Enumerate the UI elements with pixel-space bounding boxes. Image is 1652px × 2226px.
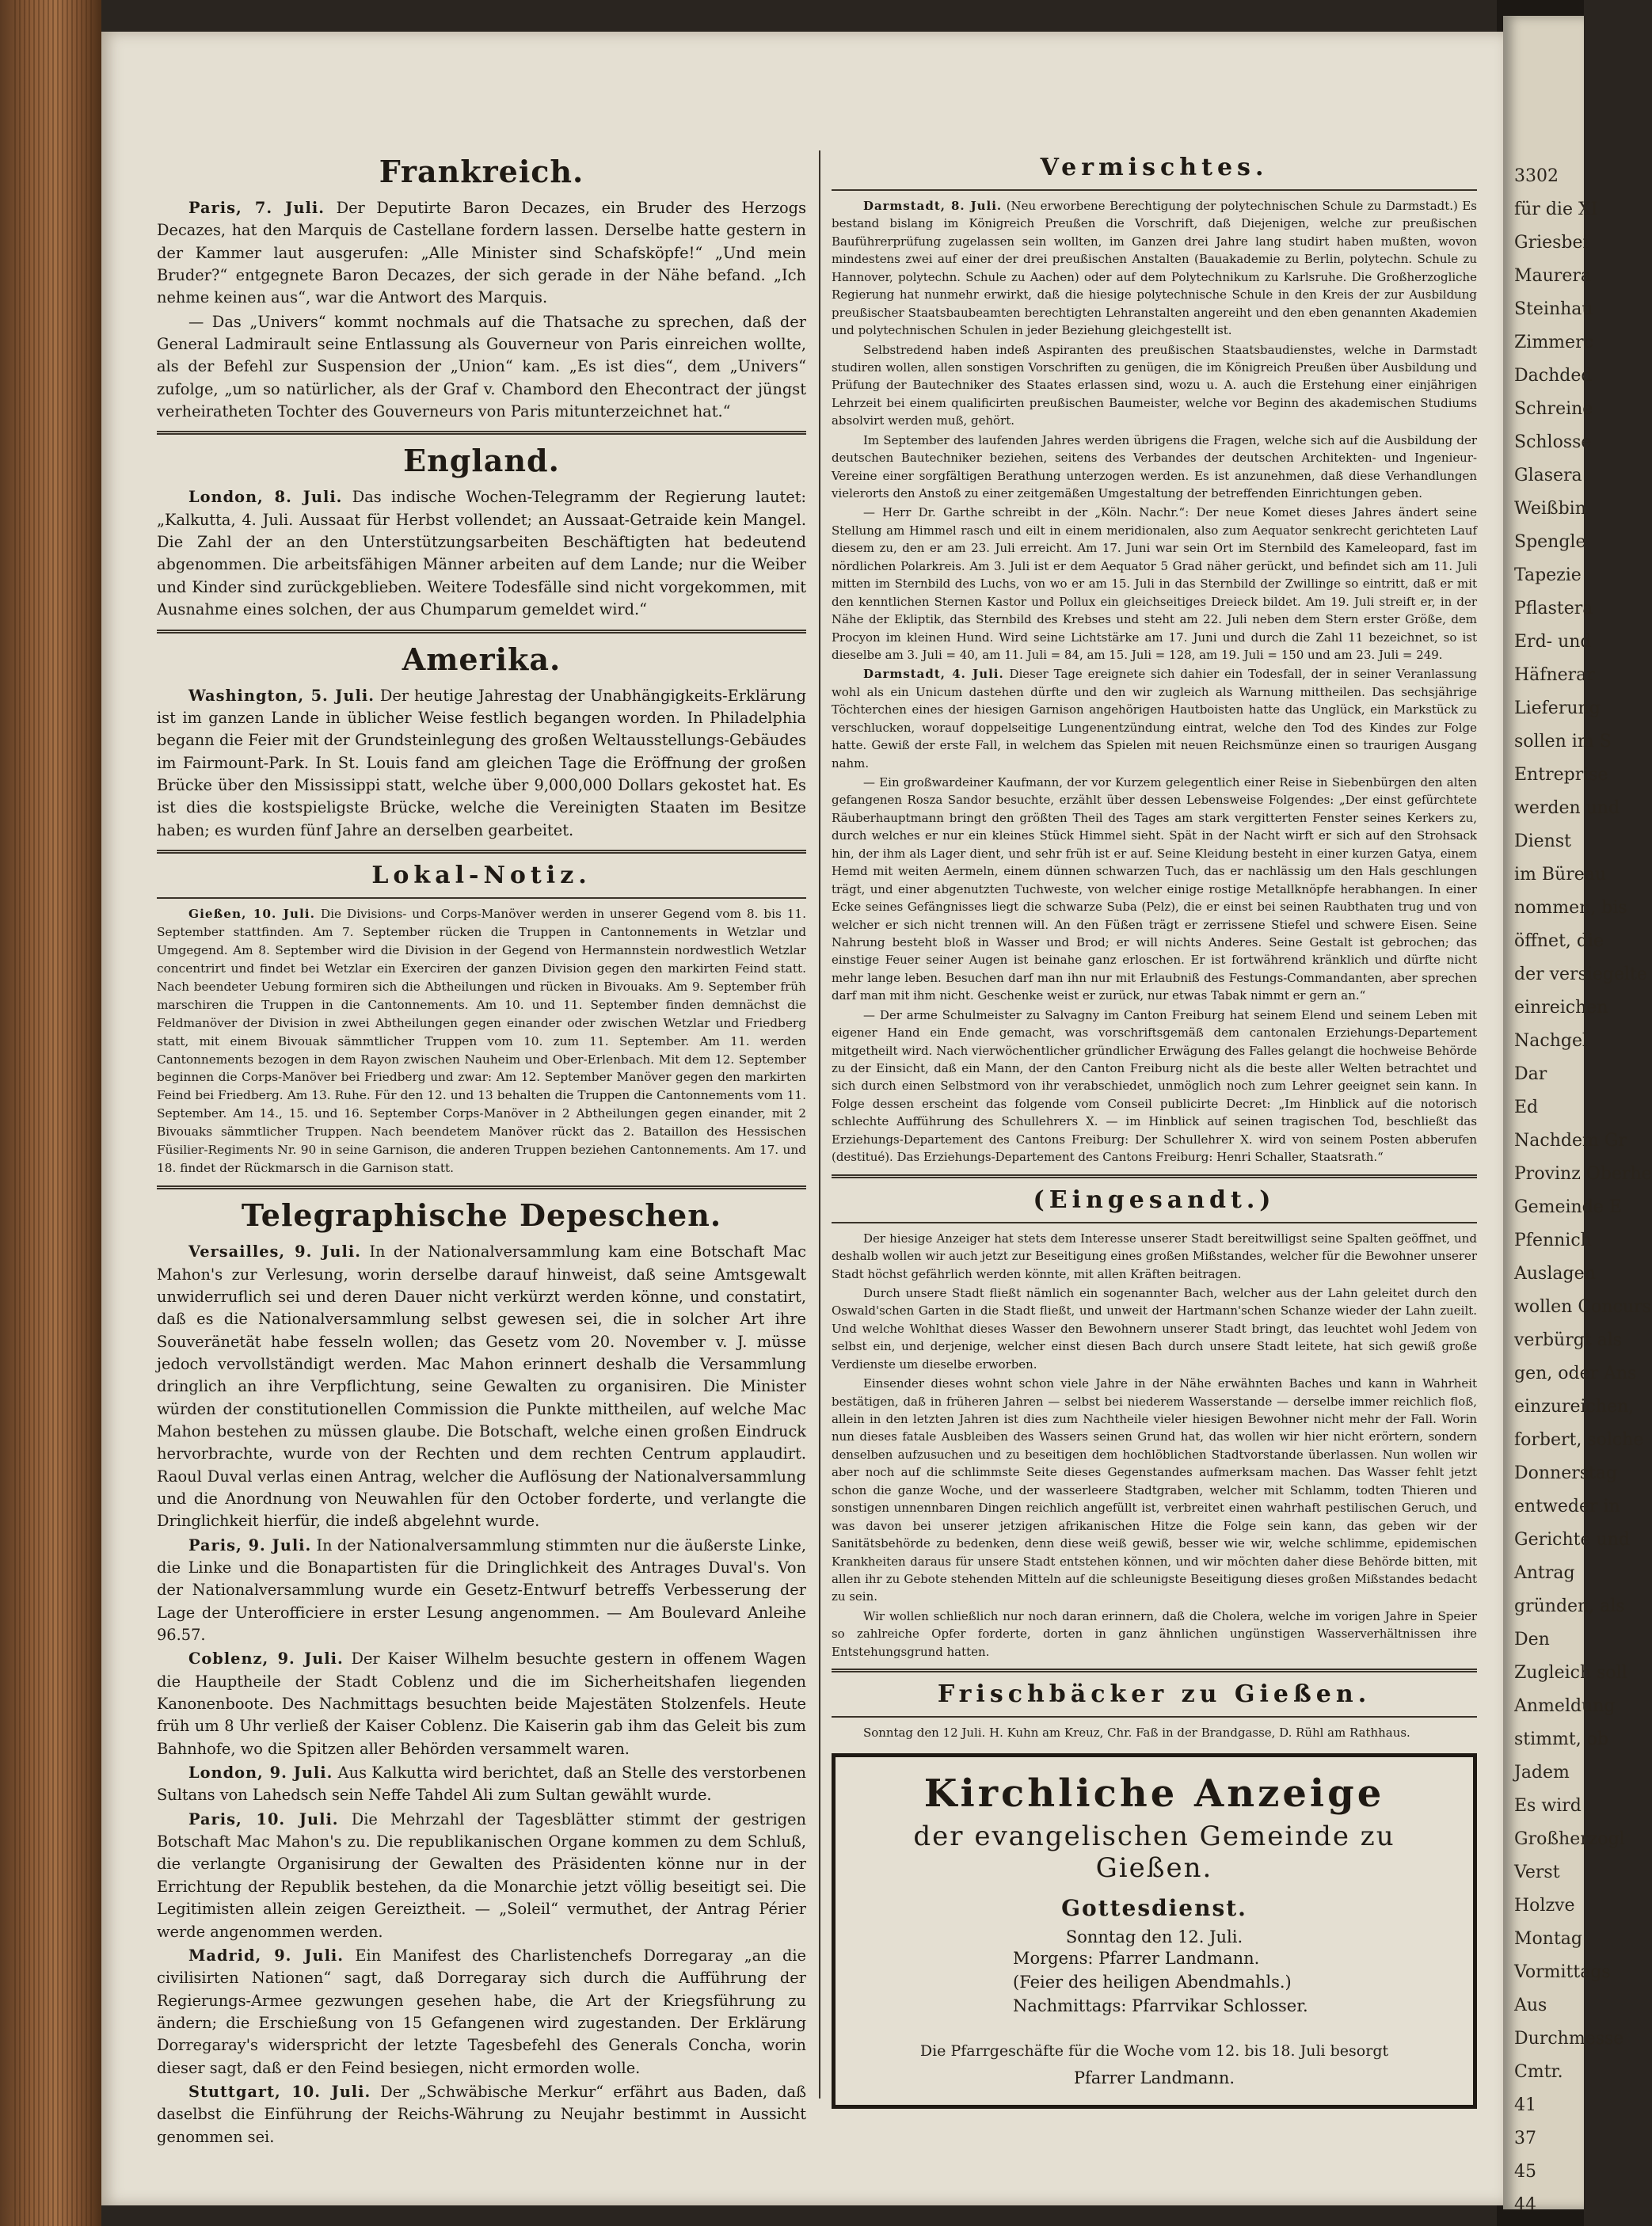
next-page-text: Maurera [1514, 266, 1591, 286]
notice-date: Sonntag den 12. Juli. [1065, 1927, 1243, 1946]
article-paragraph [832, 1284, 1477, 1373]
paragraph-text: Der „Schwäbische Merkur“ erfährt aus Baden, daß daselbst die Einführung der Reichs-Währung zu Neujahr bestimmt in Aussicht genommen sei. [157, 2082, 807, 2146]
next-page-text: Durchmesse [1514, 2029, 1624, 2049]
next-page-text: Ed [1514, 1098, 1539, 1117]
dateline: Paris, 7. Juli. [188, 199, 325, 217]
next-page-text: Provinz Oberhe [1514, 1164, 1652, 1184]
dateline: Versailles, 9. Juli. [188, 1242, 361, 1261]
next-page-text: Auslagen [1514, 1264, 1596, 1284]
next-page-text: Jadem [1514, 1763, 1570, 1783]
next-page-text: Es wird [1514, 1796, 1582, 1816]
article-paragraph [157, 311, 806, 424]
notice-afternoon: Nachmittags: Pfarrvikar Schlosser. [1013, 1996, 1308, 2015]
next-page-text: der versiegelte [1514, 965, 1647, 984]
next-page-text: stimmt, ob [1514, 1729, 1609, 1749]
paragraph-text: In der Nationalversammlung kam eine Botschaft Mac Mahon's zur Verlesung, worin derselbe darauf hinweist, daß seine Amtsgewalt unwiderruflich sei und deren Dauer nicht verkürzt werden könne, und constatirt, daß es die Nationalversammlung selbst gewesen sei, die in solcher Art ihre Souveränetät habe fesseln wollen; das Gesetz vom 20. November v. J. müsse jedoch vervollständigt werden. Mac Mahon erinnert deshalb die Versammlung dringlich an ihre Verpflichtung, seine Gewalten zu organisiren. Die Minister würden der constitutionellen Commission die Punkte mittheilen, auf welche Mac Mahon bestehen zu müssen glaube. Die Botschaft, welche einen großen Eindruck hervorbrachte, wurde von der Rechten und dem rechten Centrum applaudirt. Raoul Duval verlas einen Antrag, welcher die Auflösung der Nationalversammlung und die Anordnung von Neuwahlen für den October forderte, und verlangte die Dringlichkeit hierfür, die indeß abgelehnt wurde. [157, 1242, 806, 1531]
next-page-text: Gerichte und [1514, 1530, 1630, 1550]
next-page-text: einzureichen, [1514, 1397, 1635, 1417]
next-page-text: 41 [1514, 2095, 1536, 2115]
next-page-text: nommen, bis [1514, 898, 1627, 918]
article-paragraph [157, 1762, 806, 1807]
article-paragraph [832, 665, 1477, 772]
article-paragraph [832, 197, 1477, 340]
next-page-text: Glasera [1514, 466, 1582, 485]
notice-footer-line: Die Pfarrgeschäfte für die Woche vom 12. bis 18. Juli besorgt [919, 2041, 1389, 2060]
next-page-text: Cmtr. [1514, 2062, 1563, 2082]
next-page-text: Häfnerar [1514, 665, 1595, 685]
dateline: Gießen, 10. Juli. [188, 906, 315, 921]
article-paragraph [157, 2081, 806, 2148]
next-page-text: Donnerstag [1514, 1463, 1618, 1483]
paragraph-text: Wir wollen schließlich nur noch daran erinnern, daß die Cholera, welche im vorigen Jahre in Speier so zahlreiche Opfer forderte, dorten in ganz ähnlichen ungünstigen Wasserverhältnissen ihre Entstehungsgrund hatten. [832, 1608, 1477, 1659]
article-paragraph [157, 685, 806, 842]
dateline: Washington, 5. Juli. [188, 686, 375, 705]
paragraph-text: — Herr Dr. Garthe schreibt in der „Köln. Nachr.“: Der neue Komet dieses Jahres ändert seine Stellung am Himmel rasch und eilt in einem meridionalen, also zum Aequator senkrecht gerichteten Lauf diesem zu, den er am 23. Juli erreicht. Am 17. Juni war sein Ort im Sternbild des Kameleopard, fast im nördlichen Polarkreis. Am 3. Juli ist er dem Aequator 5 Grad näher gerückt, und befindet sich am 11. Juli mitten im Sternbild des Luchs, von wo er am 15. Juli in das Sternbild der Zwillinge so eintritt, daß er mit den kenntlichen Sternen Kastor und Pollux ein gleichseitiges Dreieck bildet. Am 19. Juli streift er, in der Nähe der Ekliptik, das Sternbild des Krebses und steht am 22. Juli neben dem Stern erster Größe, dem Procyon im kleinen Hund. Wird seine Lichtstärke am 17. Juni und durch die Zahl 11 bezeichnet, so ist dieselbe am 3. Juli = 40, am 11. Juli = 84, am 15. Juli = 128, am 19. Juli = 150 und am 23. Juli = 249. [832, 505, 1477, 662]
notice-communion: (Feier des heiligen Abendmahls.) [1013, 1972, 1292, 1992]
article-paragraph [832, 1724, 1477, 1741]
section-heading: Amerika. [402, 641, 561, 677]
heading-rule [832, 189, 1477, 191]
dateline: Darmstadt, 8. Juli. [863, 199, 1003, 213]
section-heading: Telegraphische Depeschen. [241, 1197, 722, 1234]
next-page-text: Montag [1514, 1929, 1582, 1949]
article-paragraph [832, 1608, 1477, 1661]
notice-subtitle: der evangelischen Gemeinde zu Gießen. [913, 1820, 1395, 1884]
paragraph-text: Sonntag den 12 Juli. H. Kuhn am Kreuz, Chr. Faß in der Brandgasse, D. Rühl am Rathhaus. [863, 1726, 1410, 1741]
article-paragraph [157, 486, 806, 621]
section-divider [157, 431, 806, 435]
paragraph-text: In der Nationalversammlung stimmten nur die äußerste Linke, die Linke und die Bonapartisten für die Dringlichkeit des Antrages Duval's. Von der Nationalversammlung wurde ein Gesetz-Entwurf betreffs Verbesserung der Lage der Unterofficiere in erster Lesung angenommen. — Am Boulevard Anleihe 96.57. [157, 1535, 806, 1645]
next-page-text: für die XI [1514, 200, 1598, 219]
heading-rule [157, 897, 806, 899]
next-page-text: Gemeinde E [1514, 1197, 1622, 1217]
paragraph-text: Dieser Tage ereignete sich dahier ein Todesfall, der in seiner Veranlassung wohl als ein Unicum dastehen dürfte und den wir zugleich als Warnung mittheilen. Das sechsjährige Töchterchen eines der hiesigen Garnison angehörigen Hautboisten hatte das Unglück, ein Markstück zu verschlucken, worauf doppelseitige Lungenentzündung eintrat, welche den Tod des Kindes zur Folge hatte. Gewiß der erste Fall, in welchem das Spielen mit neuen Reichsmünze einen so traurigen Ausgang nahm. [832, 667, 1477, 771]
next-page-text: Schreine [1514, 399, 1593, 419]
section-heading: (Eingesandt.) [1033, 1185, 1276, 1214]
dateline: London, 8. Juli. [188, 488, 343, 507]
column-divider [819, 150, 820, 2099]
next-page-text: verbürgt als [1514, 1330, 1623, 1350]
article-paragraph [832, 504, 1477, 664]
paragraph-text: Ein Manifest des Charlistenchefs Dorregaray „an die civilisirten Nationen“ sagt, daß Dorregaray sich durch die Aufführung der Regierungs-Armee gezwungen gesehen habe, die Art der Kriegsführung zu ändern; die Erschießung von 15 Gefangenen wird zugestanden. Der Erklärung Dorregaray's widerspricht der letzte Tagesbefehl des Generals Concha, worin dieser sagt, daß er den Feind besiegen, nicht ermorden wolle. [157, 1946, 806, 2077]
section-divider [157, 850, 806, 854]
next-page-text: Den [1514, 1630, 1550, 1650]
article-paragraph [832, 1230, 1477, 1283]
paragraph-text: Im September des laufenden Jahres werden übrigens die Fragen, welche sich auf die Ausbildung der deutschen Bautechniker beziehen, seitens des Verbandes der deutschen Architekten- und Ingenieur-Vereine einer sorgfältigen Berathung unterzogen werden. Es ist anzunehmen, daß diese Verhandlungen vielerorts den Anstoß zu einer zeitgemäßen Umgestaltung der betreffenden Einrichtungen geben. [832, 432, 1477, 500]
church-notice-box [832, 1753, 1477, 2109]
notice-morning: Morgens: Pfarrer Landmann. [1013, 1948, 1260, 1968]
next-page-text: Tapezie [1514, 565, 1582, 585]
next-page-text: Dienst [1514, 831, 1571, 851]
page-stack-edges [14, 0, 93, 2226]
next-page-text: Vormittags [1514, 1962, 1611, 1982]
next-page-text: 3302 [1514, 166, 1559, 186]
next-page-text: Anmeldung [1514, 1696, 1616, 1716]
left-column [157, 150, 806, 2150]
dateline: Darmstadt, 4. Juli. [863, 667, 1004, 682]
next-page-text: werden und [1514, 798, 1620, 818]
heading-rule [832, 1716, 1477, 1718]
next-page-text: Zugleich soll [1514, 1663, 1627, 1683]
next-page-text: einreichen [1514, 998, 1608, 1018]
next-page-text: öffnet, die [1514, 931, 1604, 951]
notice-title: Kirchliche Anzeige [923, 1771, 1385, 1816]
next-page-text: entweder in [1514, 1497, 1620, 1516]
next-page-text: Entreprise [1514, 765, 1608, 785]
next-page-text: im Büreau [1514, 865, 1607, 885]
paragraph-text: Selbstredend haben indeß Aspiranten des preußischen Staatsbaudienstes, welche in Darmstadt studiren wollen, allen sonstigen Vorschriften zu genügen, die im Königreich Preußen über Ausbildung und Prüfung der Bautechniker des Staates erlassen sind, wozu u. A. auch die Erstehung einer einjährigen Lehrzeit bei einem qualificirten preußischen Baumeister, welche vor Beginn des akademischen Studiums absolvirt werden muß, gehört. [832, 342, 1477, 428]
next-page-text: Nachgel [1514, 1031, 1588, 1051]
section-heading: Lokal-Notiz. [371, 861, 592, 889]
adjacent-page-fragment [1503, 16, 1652, 2215]
paragraph-text: Der hiesige Anzeiger hat stets dem Interesse unserer Stadt bereitwilligst seine Spalten geöffnet, und deshalb wollen wir auch jetzt zur Beseitigung eines großen Mißstandes, welcher für die Bewohner unserer Stadt höchst gefährlich werden könnte, mit allen Kräften beitragen. [832, 1231, 1477, 1281]
next-page-text: Antrag [1514, 1563, 1575, 1583]
next-page-text: Aus [1514, 1996, 1547, 2015]
next-page-text: Steinhau [1514, 299, 1593, 319]
next-page-text: Nachdem Gr [1514, 1131, 1627, 1151]
article-paragraph [157, 197, 806, 310]
paragraph-text: Durch unsere Stadt fließt nämlich ein sogenannter Bach, welcher aus der Lahn geleitet durch den Oswald'schen Garten in die Stadt fließt, und unweit der Hartmann'schen Schanze wieder der Lahn zueilt. Und welche Wohlthat dieses Wasser den Bewohnern unserer Stadt bringt, das leuchtet wohl Jedem von selbst ein, und derjenige, welcher einst diesen Bach durch unsere Stadt leitete, hat sich gewiß große Verdienste um dieselbe erworben. [832, 1285, 1477, 1372]
next-page-text: forbert, solche [1514, 1430, 1644, 1450]
next-page-text: Dar [1514, 1064, 1547, 1084]
notice-service: Gottesdienst. [1061, 1894, 1247, 1921]
next-page-text: Spengle [1514, 532, 1586, 552]
paragraph-text: Aus Kalkutta wird berichtet, daß an Stelle des verstorbenen Sultans von Lahedsch sein Neffe Tahdel Ali zum Sultan gewählt wurde. [157, 1764, 806, 1805]
article-paragraph [832, 774, 1477, 1005]
notice-footer-name: Pfarrer Landmann. [1073, 2068, 1235, 2087]
next-page-text: 45 [1514, 2162, 1536, 2182]
article-paragraph [832, 432, 1477, 503]
dateline: Paris, 9. Juli. [188, 1535, 312, 1554]
paragraph-text: Das indische Wochen-Telegramm der Regierung lautet: „Kalkutta, 4. Juli. Aussaat für Herbst vollendet; an Aussaat-Getraide kein Mangel. Die Zahl der an den Unterstützungsarbeiten Beschäftigten hat bedeutend abgenommen. Die arbeitsfähigen Männer arbeiten auf dem Lande; nur die Weiber und Kinder sind zurückgeblieben. Weitere Todesfälle sind nicht vorgekommen, mit Ausnahme eines solchen, der aus Chumparum gemeldet wird.“ [157, 488, 806, 619]
dateline: Paris, 10. Juli. [188, 1809, 339, 1828]
section-divider [832, 1174, 1477, 1178]
paragraph-text: Die Mehrzahl der Tagesblätter stimmt der gestrigen Botschaft Mac Mahon's zu. Die republikanischen Organe kommen zu dem Schluß, die verlangte Organisirung der Gewalten des Präsidenten könne nur in der Errichtung der Republik bestehen, da die Monarchie jetzt völlig beseitigt sei. Die Legitimisten allein zeigen Gereiztheit. — „Soleil“ vermuthet, der Antrag Périer werde angenommen werden. [157, 1809, 806, 1941]
paragraph-text: — Der arme Schulmeister zu Salvagny im Canton Freiburg hat seinem Elend und seinem Leben mit eigener Hand ein Ende gemacht, was vorschriftsgemäß dem cantonalen Erziehungs-Departement mitgetheilt wird. Nach vierwöchentlicher gründlicher Erwägung des Falles gelangt die hochweise Behörde zu der Einsicht, daß ein Mann, der den Canton Freiburg nicht als die beste aller Welten betrachtet und sich durch einen Selbstmord von ihr verabschiedet, unmöglich noch zum Lehrer geeignet sein kann. In Folge dessen erscheint das folgende vom Conseil publicirte Decret: „Im Hinblick auf die notorisch schlechte Aufführung des Schullehrers X. — im Hinblick auf seinen tragischen Tod, beschließt das Erziehungs-Departement des Cantons Freiburg: Der Schullehrer X. wird von seinem Posten abberufen (destitué). Das Erziehungs-Departement des Cantons Freiburg: Henri Schaller, Staatsrath.“ [832, 1007, 1477, 1165]
section-divider [832, 1669, 1477, 1672]
next-page-text: Schlosse [1514, 432, 1592, 452]
right-column [832, 150, 1477, 2109]
next-page-text: gen, oder Ans [1514, 1364, 1637, 1383]
next-page-text: Dachded [1514, 366, 1593, 386]
next-page-text: Holzve [1514, 1896, 1575, 1916]
article-paragraph [157, 905, 806, 1178]
article-paragraph [157, 1809, 806, 1943]
next-page-text: Zimmerc [1514, 333, 1593, 352]
paragraph-text: Der Deputirte Baron Decazes, ein Bruder des Herzogs Decazes, hat den Marquis de Castellane fordern lassen. Derselbe hatte gestern in der Kammer laut ausgerufen: „Alle Minister sind Schafsköpfe!“ „Und mein Bruder?“ entgegnete Baron Decazes, der sich gerade in der Nähe befand. „Ich nehme keinen aus“, war die Antwort des Marquis. [157, 199, 806, 307]
article-paragraph [832, 1375, 1477, 1606]
next-page-text: 37 [1514, 2129, 1536, 2148]
paragraph-text: (Neu erworbene Berechtigung der polytechnischen Schule zu Darmstadt.) Es bestand bislang im Königreich Preußen die Vorschrift, daß Diejenigen, welche zur preußischen Bauführerprüfung zugelassen sein wollten, im Ganzen drei Jahre lang studirt haben mußten, wovon mindestens zwei auf einer der drei preußischen Anstalten (Bauakademie zu Berlin, polytechn. Schule zu Hannover, polytechn. Schule zu Aachen) oder auf dem Polytechnikum zu Karlsruhe. Die Großherzogliche Regierung hat nunmehr erwirkt, daß die hiesige polytechnische Schule in den Kreis der zur Ausbildung preußischer Staatsbaubeamten berechtigten Lehranstalten angereiht und den eben genannten Akademien und polytechnischen Schulen in jeder Beziehung gleichgestellt ist. [832, 199, 1477, 338]
article-paragraph [157, 1648, 806, 1760]
paragraph-text: Die Divisions- und Corps-Manöver werden in unserer Gegend vom 8. bis 11. September stattfinden. Am 7. September rücken die Truppen in Cantonnements in Wetzlar und Umgegend. Am 8. September wird die Division in der Gegend von Hermannstein nordwestlich Wetzlar concentrirt und findet bei Wetzlar ein Exerciren der ganzen Division gegen den markirten Feind statt. Nach beendeter Uebung formiren sich die Abtheilungen und rücken in Bivouaks. Am 9. September früh marschiren die Truppen in die Cantonnements. Am 10. und 11. September finden demnächst die Feldmanöver der Division in zwei Abtheilungen gegen einander oder zwischen Wetzlar und Friedberg statt, mit einem Bivouak sämmtlicher Truppen vom 10. zum 11. September. Am 11. werden Cantonnements bezogen in dem Rayon zwischen Nauheim und Ober-Erlenbach. Mit dem 12. September beginnen die Corps-Manöver bei Friedberg und zwar: Am 12. September Manöver gegen den markirten Feind bei Friedberg. Am 13. Ruhe. Für den 12. und 13 behalten die Truppen die Cantonnements vom 11. September. Am 14., 15. und 16. September Corps-Manöver in 2 Abtheilungen gegen einander, mit 2 Bivouaks sämmtlicher Truppen. Nach beendetem Manöver rückt das 2. Bataillon des Hessischen Füsilier-Regiments Nr. 90 in seine Garnison, die anderen Truppen beziehen Cantonnements. Am 17. und 18. findet der Rückmarsch in die Garnison statt. [157, 906, 806, 1176]
next-page-text: Lieferung [1514, 698, 1601, 718]
next-page-text: Verst [1514, 1863, 1560, 1882]
dateline: Madrid, 9. Juli. [188, 1946, 344, 1965]
section-heading: England. [403, 443, 560, 479]
next-page-text: sollen im S [1514, 732, 1612, 752]
article-paragraph [157, 1535, 806, 1647]
paragraph-text: — Das „Univers“ kommt nochmals auf die Thatsache zu sprechen, daß der General Ladmirault seine Entlassung als Gouverneur von Paris einreichen wollte, als der Befehl zur Suspension der „Union“ kam. „Es ist dies“, dem „Univers“ zufolge, „um so natürlicher, als der Graf v. Chambord den Ehecontract der jüngst verheiratheten Tochter des Gouverneurs von Paris mitunterzeichnet hat.“ [157, 312, 806, 421]
article-paragraph [832, 341, 1477, 430]
next-page-text: Erd- und [1514, 632, 1592, 652]
section-divider [157, 630, 806, 634]
next-page-text: 44 [1514, 2195, 1536, 2215]
section-heading: Frankreich. [379, 154, 584, 189]
heading-rule [832, 1222, 1477, 1223]
paragraph-text: — Ein großwardeiner Kaufmann, der vor Kurzem gelegentlich einer Reise in Siebenbürgen den alten gefangenen Rosza Sandor besuchte, erzählt über dessen Lebensweise Folgendes: „Der einst gefürchtete Räuberhauptmann bringt den größten Theil des Tages am stark vergitterten Fenster seines Kerkers zu, durch welches er nur ein kleines Stück Himmel sieht. Spät in der Nacht wirft er sich auf den Strohsack hin, der ihm als Lager dient, und sehr früh ist er auf. Seine Kleidung besteht in einer kurzen Gatya, einem Hemd mit weiten Aermeln, einem dünnen schwarzen Tuch, das er nachlässig um den Hals geschlungen trägt, und einer abgenutzten Tuchweste, von welcher einige rostige Metallknöpfe herabhangen. In einer Ecke seines Gefängnisses liegt die schwarze Suba (Pelz), die er einst bei seinen Raubthaten trug und von welcher er sich nicht trennen will. An den Füßen trägt er zerrissene Stiefel und schwere Eisen. Seine Nahrung besteht bloß in Wasser und Brod; er will nichts Anderes. Seine Gestalt ist gebrochen; das einstige Feuer seiner Augen ist beinahe ganz erloschen. Er ist fortwährend kränklich und dürfte nicht mehr lange leben. Besuchen darf man ihn nur mit Erlaubniß des Festungs-Commandanten, aber sprechen darf man mit ihm nicht. Geschenke weist er zurück, nur etwas Tabak nimmt er gern an.“ [832, 775, 1477, 1003]
article-paragraph [157, 1241, 806, 1532]
article-paragraph [832, 1006, 1477, 1166]
article-paragraph [157, 1945, 806, 2080]
next-page-text: Großherzogl [1514, 1829, 1625, 1849]
next-page-text: Weißbin [1514, 499, 1586, 519]
dateline: London, 9. Juli. [188, 1764, 333, 1783]
section-heading: Vermischtes. [1040, 154, 1269, 181]
paragraph-text: Einsender dieses wohnt schon viele Jahre in der Nähe erwähnten Baches und kann in Wahrheit bestätigen, daß in früheren Jahren — selbst bei niederem Wasserstande — derselbe immer reichlich floß, allein in den letzten Jahren ist dies zum Nachtheile vieler hiesigen Bewohner nicht mehr der Fall. Worin nun dieses fatale Ausbleiben des Wassers seinen Grund hat, das wollen wir hier nicht erörtern, sondern denselben aufzusuchen und zu beseitigen dem hochlöblichen Stadtvorstande überlassen. Nun wollen wir aber noch auf die schlimmste Seite dieses Gegenstandes aufmerksam machen. Das Wasser fehlt jetzt schon die ganze Woche, und der wasserleere Stadtgraben, welcher mit Schlamm, todten Thieren und sonstigen unnennbaren Dingen reichlich angefüllt ist, verbreitet einen wahrhaft pestilischen Geruch, und was davon bei unserer jetzigen afrikanischen Hitze die Folge sein kann, das geben wir der Sanitätsbehörde zu bedenken, denn diese weiß gewiß, besser wie wir, welche schlimme, epidemischen Krankheiten daraus für unsere Stadt entstehen können, und wir möchten daher diese Behörde bitten, mit allen ihr zu Gebote stehenden Mitteln auf die schleunigste Beseitigung dieses großen Mißstandes bedacht zu sein. [832, 1376, 1477, 1604]
newspaper-page [101, 32, 1503, 2205]
next-page-text: Pfennich [1514, 1231, 1592, 1250]
dateline: Stuttgart, 10. Juli. [188, 2082, 371, 2101]
section-heading: Frischbäcker zu Gießen. [937, 1680, 1372, 1709]
next-page-text: Griesbei [1514, 233, 1589, 253]
dateline: Coblenz, 9. Juli. [188, 1650, 344, 1669]
next-page-text: wollen Concurs [1514, 1297, 1651, 1317]
next-page-text: Pflastera [1514, 599, 1593, 618]
section-divider [157, 1185, 806, 1189]
paragraph-text: Der Kaiser Wilhelm besuchte gestern in offenem Wagen die Hauptheile der Stadt Coblenz und die im Sicherheitshafen liegenden Kanonenboote. Des Nachmittags besuchten beide Majestäten Stolzenfels. Heute früh um 8 Uhr verließ der Kaiser Coblenz. Die Kaiserin gab ihm das Geleit bis zum Bahnhofe, wo die Spitzen aller Behörden versammelt waren. [157, 1650, 806, 1758]
next-page-text: gründen, als [1514, 1596, 1625, 1616]
paragraph-text: Der heutige Jahrestag der Unabhängigkeits-Erklärung ist im ganzen Lande in üblicher Weise festlich begangen worden. In Philadelphia begann die Feier mit der Grundsteinlegung des großen Weltausstellungs-Gebäudes im Fairmount-Park. In St. Louis fand am gleichen Tage die Eröffnung der großen Brücke über den Mississippi statt, welche über 9,000,000 Dollars gekostet hat. Es ist dies die kostspieligste Brücke, welche die Vereinigten Staaten im Besitze haben; es wurden fünf Jahre an derselben gearbeitet. [157, 686, 807, 839]
